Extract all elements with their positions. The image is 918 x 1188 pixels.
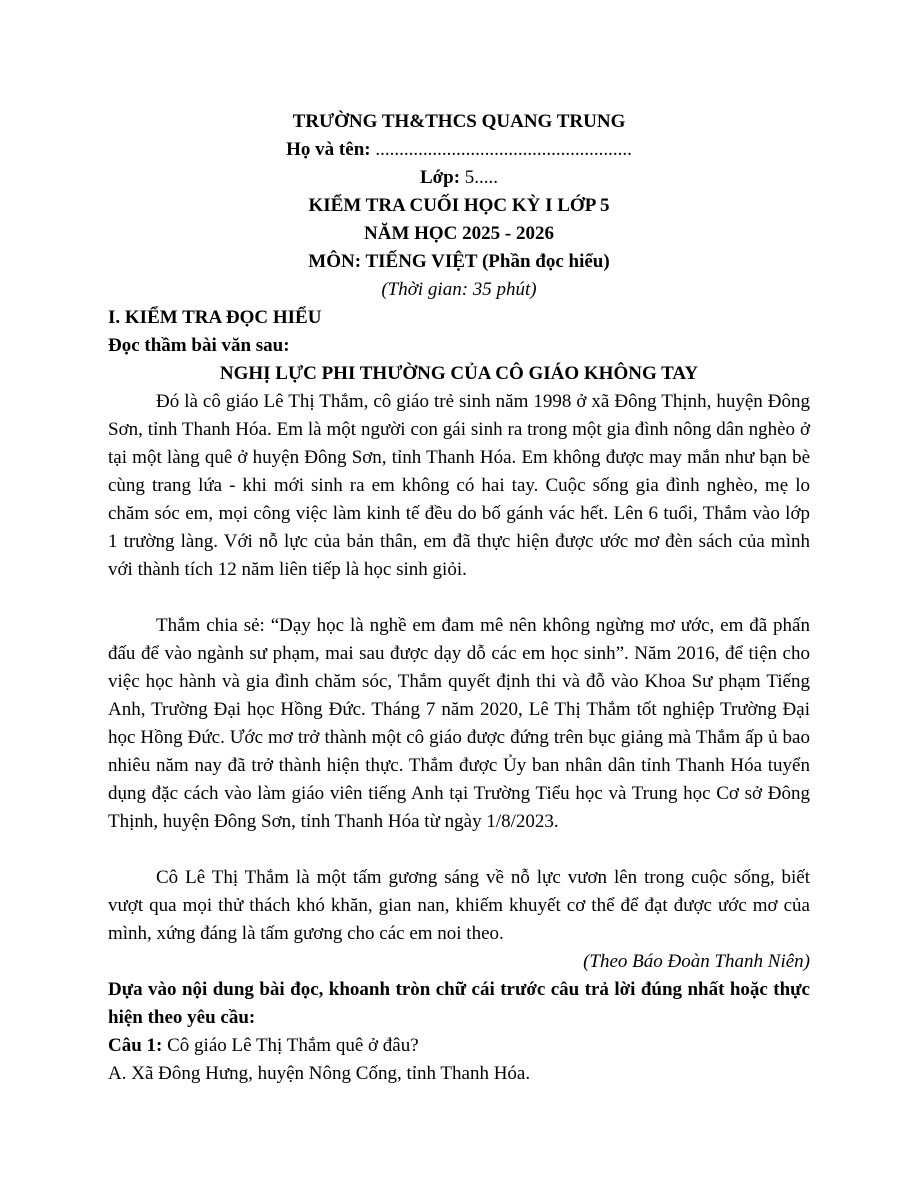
source-citation: (Theo Báo Đoàn Thanh Niên) <box>583 951 810 972</box>
question-1-text: Cô giáo Lê Thị Thắm quê ở đâu? <box>167 1035 419 1056</box>
name-label: Họ và tên: <box>286 139 371 160</box>
class-line <box>108 164 810 192</box>
task-instruction: Dựa vào nội dung bài đọc, khoanh tròn chữ cái trước câu trả lời đúng nhất hoặc thực hiện theo yêu cầu: <box>108 979 810 1028</box>
story-paragraph-1: Đó là cô giáo Lê Thị Thắm, cô giáo trẻ sinh năm 1998 ở xã Đông Thịnh, huyện Đông Sơn, tỉnh Thanh Hóa. Em là một người con gái sinh ra trong một gia đình nông dân nghèo ở tại một làng quê ở huyện Đông Sơn, tỉnh Thanh Hóa. Em không được may mắn như bạn bè cùng trang lứa - khi mới sinh ra em không có hai tay. Cuộc sống gia đình nghèo, mẹ lo chăm sóc em, mọi công việc làm kinh tế đều do bố gánh vác hết. Lên 6 tuổi, Thắm vào lớp 1 trường làng. Với nỗ lực của bản thân, em đã thực hiện được ước mơ đèn sách của mình với thành tích 12 năm liên tiếp là học sinh giỏi. <box>108 391 810 580</box>
school-year: NĂM HỌC 2025 - 2026 <box>364 223 554 244</box>
name-dots: ...................................................... <box>375 139 632 160</box>
question-1 <box>108 1032 810 1060</box>
class-value: 5..... <box>464 167 499 188</box>
subject-line: MÔN: TIẾNG VIỆT (Phần đọc hiểu) <box>308 251 610 272</box>
reading-instruction: Đọc thầm bài văn sau: <box>108 335 290 356</box>
question-1-option-a[interactable]: A. Xã Đông Hưng, huyện Nông Cống, tỉnh Thanh Hóa. <box>108 1063 531 1084</box>
section-heading: I. KIỂM TRA ĐỌC HIỂU <box>108 307 322 328</box>
school-name: TRƯỜNG TH&THCS QUANG TRUNG <box>292 111 626 132</box>
class-label: Lớp: <box>419 167 461 188</box>
story-paragraph-2: Thắm chia sẻ: “Dạy học là nghề em đam mê nên không ngừng mơ ước, em đã phấn đấu để vào ngành sư phạm, mai sau được dạy dỗ các em học sinh”. Năm 2016, để tiện cho việc học hành và gia đình chăm sóc, Thắm quyết định thi và đỗ vào Khoa Sư phạm Tiếng Anh, Trường Đại học Hồng Đức. Tháng 7 năm 2020, Lê Thị Thắm tốt nghiệp Trường Đại học Hồng Đức. Ước mơ trở thành một cô giáo được đứng trên bục giảng mà Thắm ấp ủ bao nhiêu năm nay đã trở thành hiện thực. Thắm được Ủy ban nhân dân tỉnh Thanh Hóa tuyển dụng đặc cách vào làm giáo viên tiếng Anh tại Trường Tiểu học và Trung học Cơ sở Đông Thịnh, huyện Đông Sơn, tỉnh Thanh Hóa từ ngày 1/8/2023. <box>108 615 810 832</box>
exam-title: KIỂM TRA CUỐI HỌC KỲ I LỚP 5 <box>308 195 610 216</box>
question-1-label: Câu 1: <box>108 1035 163 1056</box>
story-paragraph-3: Cô Lê Thị Thắm là một tấm gương sáng về nỗ lực vươn lên trong cuộc sống, biết vượt qua mọi thử thách khó khăn, gian nan, khiếm khuyết cơ thể để đạt được ước mơ của mình, xứng đáng là tấm gương cho các em noi theo. <box>108 867 810 944</box>
student-name-line <box>108 136 810 164</box>
duration-line: (Thời gian: 35 phút) <box>381 279 537 300</box>
story-title: NGHỊ LỰC PHI THƯỜNG CỦA CÔ GIÁO KHÔNG TAY <box>219 363 699 384</box>
